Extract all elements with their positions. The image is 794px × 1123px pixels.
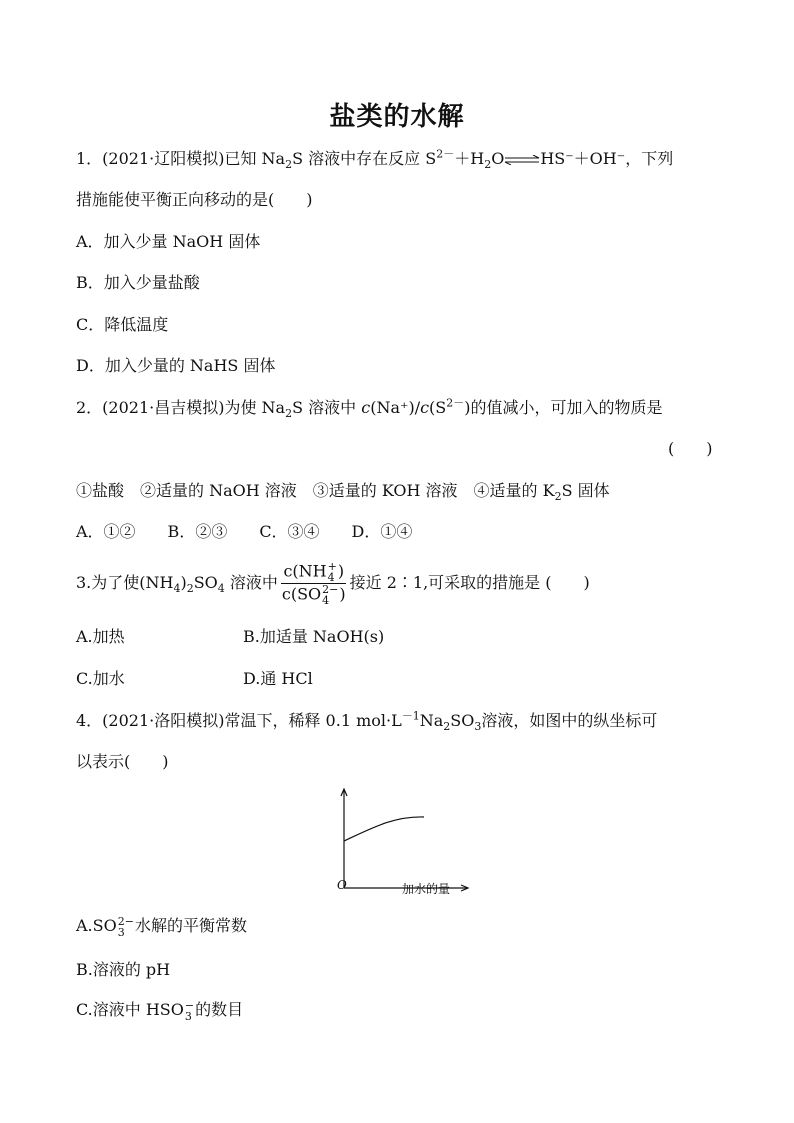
page-title: 盐类的水解 [329,102,465,132]
q4-option-a: A.SO 2− 3 水解的平衡常数 [76,914,247,939]
q3-option-b: B.加适量 NaOH(s) [243,627,385,646]
q4-line2: 以表示( ) [76,752,169,771]
q1-line2: 措施能使平衡正向移动的是( ) [76,190,313,209]
graph-curve [344,817,424,841]
q1-option-b: B．加入少量盐酸 [76,273,200,292]
q2-line1: 2．(2021·昌吉模拟)为使 $Na_2S$ 溶液中 $c(Na^+)/c(S^{2-})$的值减小，可加入的物质是 [76,396,663,421]
concentration-ratio-fraction: c(NH + 4 ) c(SO 2− 4 ) [281,560,346,607]
q1-line1: 1．(2021·辽阳模拟)已知 $Na_2S$ 溶液中存在反应 $S^{2-}+H_2O$ HS⁻＋OH⁻，下列 [76,147,674,172]
graph-x-label: 加水的量 [402,882,451,896]
q4-option-c: C.溶液中 HSO − 3 的数目 [76,998,244,1023]
q3-option-c: C.加水 [76,669,125,688]
q2-choices: ①盐酸 ②适量的 NaOH 溶液 ③适量的 KOH 溶液 ④适量的 $K_2S$ 固体 [76,481,610,504]
q4-line1: 4．(2021·洛阳模拟)常温下，稀释 0.1 $mol\cdot L^{-1}Na_2SO_3$溶液，如图中的纵坐标可 [76,709,658,734]
graph-origin-label: O [337,878,347,892]
q2-options: A．①② B．②③ C．③④ D．①④ [76,522,413,541]
q1-option-c: C．降低温度 [76,315,169,334]
q3-option-a: A.加热 [76,627,125,646]
q3-option-d: D.通 HCl [243,669,313,688]
equilibrium-arrow-icon [504,155,540,165]
q2-answer-paren: ( ) [668,439,713,458]
q1-option-d: D．加入少量的 NaHS 固体 [76,356,276,375]
q3-line1: 3.为了使$(NH_4)_2SO_4$ 溶液中 c(NH + 4 ) c(SO 2− 4 ) 接近 2∶1,可采取的措施是 ( ) [76,560,590,607]
q4-option-b: B.溶液的 pH [76,960,171,979]
q1-option-a: A．加入少量 NaOH 固体 [76,232,261,251]
